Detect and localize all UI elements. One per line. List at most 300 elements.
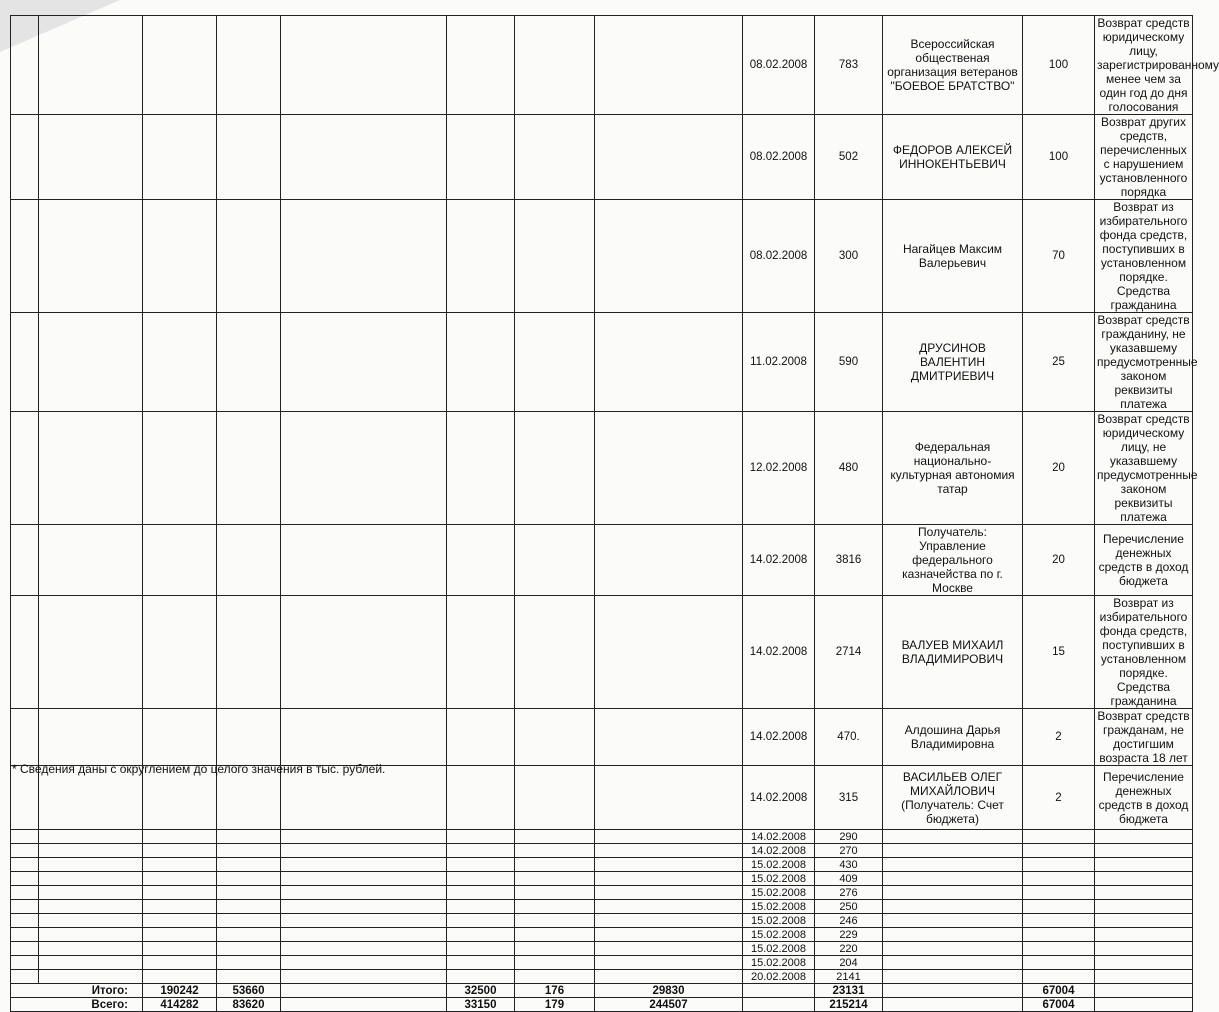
table-body bbox=[11, 16, 1219, 1012]
empty-cell bbox=[1023, 858, 1095, 872]
empty-cell bbox=[515, 766, 595, 830]
empty-cell bbox=[1095, 956, 1193, 970]
empty-cell bbox=[595, 709, 743, 766]
empty-cell bbox=[1095, 886, 1193, 900]
date-cell: 14.02.2008 bbox=[743, 596, 815, 709]
empty-cell bbox=[39, 970, 143, 984]
recipient-cell: ВАСИЛЬЕВ ОЛЕГ МИХАЙЛОВИЧ (Получатель: Счет бюджета) bbox=[883, 766, 1023, 830]
empty-cell bbox=[11, 970, 39, 984]
empty-cell bbox=[447, 858, 515, 872]
doc-number-cell: 270 bbox=[815, 844, 883, 858]
empty-cell bbox=[883, 858, 1023, 872]
empty-cell bbox=[447, 115, 515, 200]
table-row bbox=[11, 970, 1193, 984]
empty-cell bbox=[217, 844, 281, 858]
table-row bbox=[11, 709, 1193, 766]
doc-number-cell: 246 bbox=[815, 914, 883, 928]
empty-cell bbox=[281, 998, 447, 1012]
doc-number-cell: 430 bbox=[815, 858, 883, 872]
table-row bbox=[11, 830, 1193, 844]
total-value-cell: 190242 bbox=[143, 984, 217, 998]
doc-number-cell: 229 bbox=[815, 928, 883, 942]
empty-cell bbox=[281, 596, 447, 709]
amount-cell: 20 bbox=[1023, 412, 1095, 525]
doc-number-cell: 2141 bbox=[815, 970, 883, 984]
total-value-cell: 23131 bbox=[815, 984, 883, 998]
empty-cell bbox=[447, 525, 515, 596]
empty-cell bbox=[281, 16, 447, 115]
empty-cell bbox=[515, 886, 595, 900]
empty-cell bbox=[1095, 998, 1193, 1012]
empty-cell bbox=[39, 596, 143, 709]
empty-cell bbox=[1023, 928, 1095, 942]
empty-cell bbox=[217, 16, 281, 115]
empty-cell bbox=[595, 942, 743, 956]
amount-cell: 2 bbox=[1023, 709, 1095, 766]
grand-total-row bbox=[11, 998, 1193, 1012]
empty-cell bbox=[39, 900, 143, 914]
amount-cell: 100 bbox=[1023, 16, 1095, 115]
empty-cell bbox=[1095, 872, 1193, 886]
empty-cell bbox=[1095, 942, 1193, 956]
empty-cell bbox=[883, 872, 1023, 886]
empty-cell bbox=[447, 928, 515, 942]
empty-cell bbox=[1095, 844, 1193, 858]
doc-number-cell: 590 bbox=[815, 313, 883, 412]
doc-number-cell: 220 bbox=[815, 942, 883, 956]
amount-cell: 2 bbox=[1023, 766, 1095, 830]
amount-cell: 70 bbox=[1023, 200, 1095, 313]
doc-number-cell: 480 bbox=[815, 412, 883, 525]
date-cell: 12.02.2008 bbox=[743, 412, 815, 525]
empty-cell bbox=[447, 830, 515, 844]
empty-cell bbox=[217, 886, 281, 900]
empty-cell bbox=[447, 596, 515, 709]
empty-cell bbox=[217, 525, 281, 596]
empty-cell bbox=[515, 844, 595, 858]
empty-cell bbox=[143, 914, 217, 928]
empty-cell bbox=[143, 900, 217, 914]
empty-cell bbox=[595, 766, 743, 830]
empty-cell bbox=[595, 886, 743, 900]
empty-cell bbox=[11, 830, 39, 844]
empty-cell bbox=[447, 914, 515, 928]
empty-cell bbox=[11, 858, 39, 872]
total-label: Итого: bbox=[11, 984, 143, 998]
empty-cell bbox=[595, 16, 743, 115]
date-cell: 14.02.2008 bbox=[743, 709, 815, 766]
empty-cell bbox=[595, 956, 743, 970]
empty-cell bbox=[143, 858, 217, 872]
empty-cell bbox=[515, 928, 595, 942]
empty-cell bbox=[447, 956, 515, 970]
empty-cell bbox=[595, 900, 743, 914]
empty-cell bbox=[281, 830, 447, 844]
empty-cell bbox=[447, 766, 515, 830]
empty-cell bbox=[1023, 872, 1095, 886]
empty-cell bbox=[39, 412, 143, 525]
empty-cell bbox=[1023, 886, 1095, 900]
table-row bbox=[11, 525, 1193, 596]
empty-cell bbox=[515, 412, 595, 525]
date-cell: 15.02.2008 bbox=[743, 858, 815, 872]
empty-cell bbox=[143, 525, 217, 596]
table-row bbox=[11, 942, 1193, 956]
empty-cell bbox=[11, 928, 39, 942]
empty-cell bbox=[11, 200, 39, 313]
empty-cell bbox=[217, 596, 281, 709]
empty-cell bbox=[143, 928, 217, 942]
empty-cell bbox=[883, 928, 1023, 942]
date-cell: 11.02.2008 bbox=[743, 313, 815, 412]
doc-number-cell: 300 bbox=[815, 200, 883, 313]
empty-cell bbox=[883, 830, 1023, 844]
empty-cell bbox=[143, 115, 217, 200]
total-value-cell: 32500 bbox=[447, 984, 515, 998]
total-value-cell: 215214 bbox=[815, 998, 883, 1012]
empty-cell bbox=[1095, 830, 1193, 844]
table-row bbox=[11, 886, 1193, 900]
empty-cell bbox=[883, 942, 1023, 956]
total-value-cell: 414282 bbox=[143, 998, 217, 1012]
total-value-cell: 33150 bbox=[447, 998, 515, 1012]
doc-number-cell: 470. bbox=[815, 709, 883, 766]
date-cell: 15.02.2008 bbox=[743, 900, 815, 914]
empty-cell bbox=[595, 313, 743, 412]
empty-cell bbox=[143, 830, 217, 844]
empty-cell bbox=[39, 886, 143, 900]
empty-cell bbox=[217, 313, 281, 412]
empty-cell bbox=[743, 984, 815, 998]
reason-cell: Перечисление денежных средств в доход бюджета bbox=[1095, 766, 1193, 830]
date-cell: 20.02.2008 bbox=[743, 970, 815, 984]
recipient-cell: Алдошина Дарья Владимировна bbox=[883, 709, 1023, 766]
amount-cell: 20 bbox=[1023, 525, 1095, 596]
empty-cell bbox=[515, 914, 595, 928]
empty-cell bbox=[1095, 984, 1193, 998]
empty-cell bbox=[39, 16, 143, 115]
empty-cell bbox=[1023, 970, 1095, 984]
total-value-cell: 179 bbox=[515, 998, 595, 1012]
empty-cell bbox=[11, 525, 39, 596]
reason-cell: Перечисление денежных средств в доход бюджета bbox=[1095, 525, 1193, 596]
empty-cell bbox=[447, 970, 515, 984]
reason-cell: Возврат средств гражданам, не достигшим возраста 18 лет bbox=[1095, 709, 1193, 766]
empty-cell bbox=[281, 115, 447, 200]
date-cell: 14.02.2008 bbox=[743, 844, 815, 858]
recipient-cell: ФЕДОРОВ АЛЕКСЕЙ ИННОКЕНТЬЕВИЧ bbox=[883, 115, 1023, 200]
total-label: Всего: bbox=[11, 998, 143, 1012]
empty-cell bbox=[883, 998, 1023, 1012]
empty-cell bbox=[143, 970, 217, 984]
empty-cell bbox=[281, 412, 447, 525]
empty-cell bbox=[217, 858, 281, 872]
footnote: * Сведения даны с округлением до целого значения в тыс. рублей. bbox=[12, 762, 386, 776]
empty-cell bbox=[515, 115, 595, 200]
empty-cell bbox=[595, 115, 743, 200]
empty-cell bbox=[143, 16, 217, 115]
empty-cell bbox=[143, 596, 217, 709]
recipient-cell: ВАЛУЕВ МИХАИЛ ВЛАДИМИРОВИЧ bbox=[883, 596, 1023, 709]
table-row bbox=[11, 596, 1193, 709]
table-row bbox=[11, 313, 1193, 412]
empty-cell bbox=[447, 942, 515, 956]
doc-number-cell: 290 bbox=[815, 830, 883, 844]
empty-cell bbox=[143, 200, 217, 313]
empty-cell bbox=[11, 115, 39, 200]
empty-cell bbox=[39, 956, 143, 970]
empty-cell bbox=[281, 858, 447, 872]
recipient-cell: Всероссийская общественая организация ветеранов "БОЕВОЕ БРАТСТВО" bbox=[883, 16, 1023, 115]
empty-cell bbox=[143, 844, 217, 858]
empty-cell bbox=[39, 115, 143, 200]
empty-cell bbox=[143, 942, 217, 956]
table-row bbox=[11, 844, 1193, 858]
date-cell: 15.02.2008 bbox=[743, 886, 815, 900]
empty-cell bbox=[11, 956, 39, 970]
table-row bbox=[11, 858, 1193, 872]
empty-cell bbox=[143, 709, 217, 766]
empty-cell bbox=[281, 900, 447, 914]
empty-cell bbox=[515, 16, 595, 115]
empty-cell bbox=[11, 844, 39, 858]
empty-cell bbox=[515, 942, 595, 956]
date-cell: 08.02.2008 bbox=[743, 200, 815, 313]
empty-cell bbox=[217, 200, 281, 313]
empty-cell bbox=[281, 956, 447, 970]
empty-cell bbox=[1023, 830, 1095, 844]
empty-cell bbox=[39, 858, 143, 872]
reason-cell: Возврат других средств, перечисленных с нарушением установленного порядка bbox=[1095, 115, 1193, 200]
empty-cell bbox=[1023, 942, 1095, 956]
total-value-cell: 176 bbox=[515, 984, 595, 998]
recipient-cell: Получатель: Управление федерального казначейства по г. Москве bbox=[883, 525, 1023, 596]
empty-cell bbox=[515, 900, 595, 914]
empty-cell bbox=[281, 970, 447, 984]
doc-number-cell: 276 bbox=[815, 886, 883, 900]
doc-number-cell: 409 bbox=[815, 872, 883, 886]
empty-cell bbox=[217, 956, 281, 970]
empty-cell bbox=[595, 970, 743, 984]
empty-cell bbox=[281, 886, 447, 900]
recipient-cell: Федеральная национально-культурная автономия татар bbox=[883, 412, 1023, 525]
empty-cell bbox=[1023, 900, 1095, 914]
empty-cell bbox=[515, 956, 595, 970]
amount-cell: 15 bbox=[1023, 596, 1095, 709]
empty-cell bbox=[39, 200, 143, 313]
empty-cell bbox=[11, 914, 39, 928]
empty-cell bbox=[515, 970, 595, 984]
empty-cell bbox=[217, 914, 281, 928]
empty-cell bbox=[39, 313, 143, 412]
empty-cell bbox=[11, 872, 39, 886]
empty-cell bbox=[217, 412, 281, 525]
empty-cell bbox=[217, 830, 281, 844]
empty-cell bbox=[515, 709, 595, 766]
table-row bbox=[11, 200, 1193, 313]
empty-cell bbox=[447, 200, 515, 313]
empty-cell bbox=[447, 313, 515, 412]
empty-cell bbox=[281, 200, 447, 313]
empty-cell bbox=[1095, 970, 1193, 984]
doc-number-cell: 204 bbox=[815, 956, 883, 970]
empty-cell bbox=[883, 984, 1023, 998]
empty-cell bbox=[217, 872, 281, 886]
empty-cell bbox=[217, 928, 281, 942]
table-row bbox=[11, 115, 1193, 200]
empty-cell bbox=[1023, 956, 1095, 970]
empty-cell bbox=[11, 16, 39, 115]
empty-cell bbox=[39, 872, 143, 886]
total-value-cell: 244507 bbox=[595, 998, 743, 1012]
empty-cell bbox=[217, 900, 281, 914]
reason-cell: Возврат средств юридическому лицу, не указавшему предусмотренные законом реквизиты платежа bbox=[1095, 412, 1193, 525]
empty-cell bbox=[39, 844, 143, 858]
empty-cell bbox=[143, 886, 217, 900]
empty-cell bbox=[515, 525, 595, 596]
empty-cell bbox=[11, 886, 39, 900]
date-cell: 14.02.2008 bbox=[743, 766, 815, 830]
empty-cell bbox=[595, 928, 743, 942]
empty-cell bbox=[1095, 928, 1193, 942]
empty-cell bbox=[1095, 914, 1193, 928]
empty-cell bbox=[447, 709, 515, 766]
empty-cell bbox=[595, 525, 743, 596]
amount-cell: 100 bbox=[1023, 115, 1095, 200]
reason-cell: Возврат средств гражданину, не указавшему предусмотренные законом реквизиты платежа bbox=[1095, 313, 1193, 412]
empty-cell bbox=[447, 886, 515, 900]
total-value-cell: 53660 bbox=[217, 984, 281, 998]
empty-cell bbox=[515, 596, 595, 709]
empty-cell bbox=[447, 844, 515, 858]
empty-cell bbox=[447, 16, 515, 115]
empty-cell bbox=[595, 830, 743, 844]
empty-cell bbox=[11, 709, 39, 766]
empty-cell bbox=[11, 596, 39, 709]
table-row bbox=[11, 412, 1193, 525]
empty-cell bbox=[11, 942, 39, 956]
table-row bbox=[11, 928, 1193, 942]
empty-cell bbox=[11, 412, 39, 525]
amount-cell: 25 bbox=[1023, 313, 1095, 412]
doc-number-cell: 315 bbox=[815, 766, 883, 830]
empty-cell bbox=[595, 872, 743, 886]
date-cell: 15.02.2008 bbox=[743, 928, 815, 942]
total-value-cell: 67004 bbox=[1023, 998, 1095, 1012]
date-cell: 08.02.2008 bbox=[743, 16, 815, 115]
empty-cell bbox=[143, 956, 217, 970]
empty-cell bbox=[515, 830, 595, 844]
table-row bbox=[11, 16, 1193, 115]
empty-cell bbox=[281, 942, 447, 956]
empty-cell bbox=[11, 900, 39, 914]
empty-cell bbox=[1095, 900, 1193, 914]
empty-cell bbox=[39, 914, 143, 928]
date-cell: 14.02.2008 bbox=[743, 830, 815, 844]
empty-cell bbox=[143, 313, 217, 412]
empty-cell bbox=[281, 928, 447, 942]
subtotal-row bbox=[11, 984, 1193, 998]
empty-cell bbox=[143, 412, 217, 525]
empty-cell bbox=[1095, 858, 1193, 872]
doc-number-cell: 783 bbox=[815, 16, 883, 115]
empty-cell bbox=[447, 872, 515, 886]
recipient-cell: ДРУСИНОВ ВАЛЕНТИН ДМИТРИЕВИЧ bbox=[883, 313, 1023, 412]
empty-cell bbox=[883, 844, 1023, 858]
empty-cell bbox=[447, 900, 515, 914]
empty-cell bbox=[217, 115, 281, 200]
table-row bbox=[11, 914, 1193, 928]
empty-cell bbox=[515, 313, 595, 412]
empty-cell bbox=[515, 872, 595, 886]
empty-cell bbox=[39, 525, 143, 596]
empty-cell bbox=[143, 872, 217, 886]
empty-cell bbox=[883, 900, 1023, 914]
doc-number-cell: 2714 bbox=[815, 596, 883, 709]
empty-cell bbox=[39, 709, 143, 766]
empty-cell bbox=[1023, 914, 1095, 928]
doc-number-cell: 502 bbox=[815, 115, 883, 200]
doc-number-cell: 250 bbox=[815, 900, 883, 914]
empty-cell bbox=[515, 200, 595, 313]
table-row bbox=[11, 900, 1193, 914]
table-row bbox=[11, 872, 1193, 886]
empty-cell bbox=[595, 858, 743, 872]
reason-cell: Возврат из избирательного фонда средств, поступивших в установленном порядке. Средства гражданина bbox=[1095, 596, 1193, 709]
date-cell: 15.02.2008 bbox=[743, 942, 815, 956]
date-cell: 08.02.2008 bbox=[743, 115, 815, 200]
empty-cell bbox=[281, 872, 447, 886]
empty-cell bbox=[883, 970, 1023, 984]
report-table bbox=[10, 15, 1219, 1012]
date-cell: 15.02.2008 bbox=[743, 956, 815, 970]
empty-cell bbox=[595, 200, 743, 313]
empty-cell bbox=[595, 844, 743, 858]
reason-cell: Возврат из избирательного фонда средств, поступивших в установленном порядке. Средства гражданина bbox=[1095, 200, 1193, 313]
total-value-cell: 29830 bbox=[595, 984, 743, 998]
total-value-cell: 83620 bbox=[217, 998, 281, 1012]
empty-cell bbox=[883, 886, 1023, 900]
empty-cell bbox=[595, 596, 743, 709]
empty-cell bbox=[743, 998, 815, 1012]
empty-cell bbox=[883, 956, 1023, 970]
empty-cell bbox=[447, 412, 515, 525]
empty-cell bbox=[281, 984, 447, 998]
empty-cell bbox=[1023, 844, 1095, 858]
empty-cell bbox=[217, 709, 281, 766]
empty-cell bbox=[39, 928, 143, 942]
empty-cell bbox=[281, 844, 447, 858]
table-row bbox=[11, 956, 1193, 970]
empty-cell bbox=[595, 914, 743, 928]
date-cell: 14.02.2008 bbox=[743, 525, 815, 596]
doc-number-cell: 3816 bbox=[815, 525, 883, 596]
empty-cell bbox=[281, 525, 447, 596]
date-cell: 15.02.2008 bbox=[743, 914, 815, 928]
empty-cell bbox=[281, 709, 447, 766]
empty-cell bbox=[217, 970, 281, 984]
empty-cell bbox=[39, 830, 143, 844]
empty-cell bbox=[595, 412, 743, 525]
empty-cell bbox=[281, 313, 447, 412]
reason-cell: Возврат средств юридическому лицу, зарегистрированному менее чем за один год до дня голосования bbox=[1095, 16, 1193, 115]
empty-cell bbox=[39, 942, 143, 956]
total-value-cell: 67004 bbox=[1023, 984, 1095, 998]
empty-cell bbox=[515, 858, 595, 872]
date-cell: 15.02.2008 bbox=[743, 872, 815, 886]
empty-cell bbox=[883, 914, 1023, 928]
empty-cell bbox=[281, 914, 447, 928]
